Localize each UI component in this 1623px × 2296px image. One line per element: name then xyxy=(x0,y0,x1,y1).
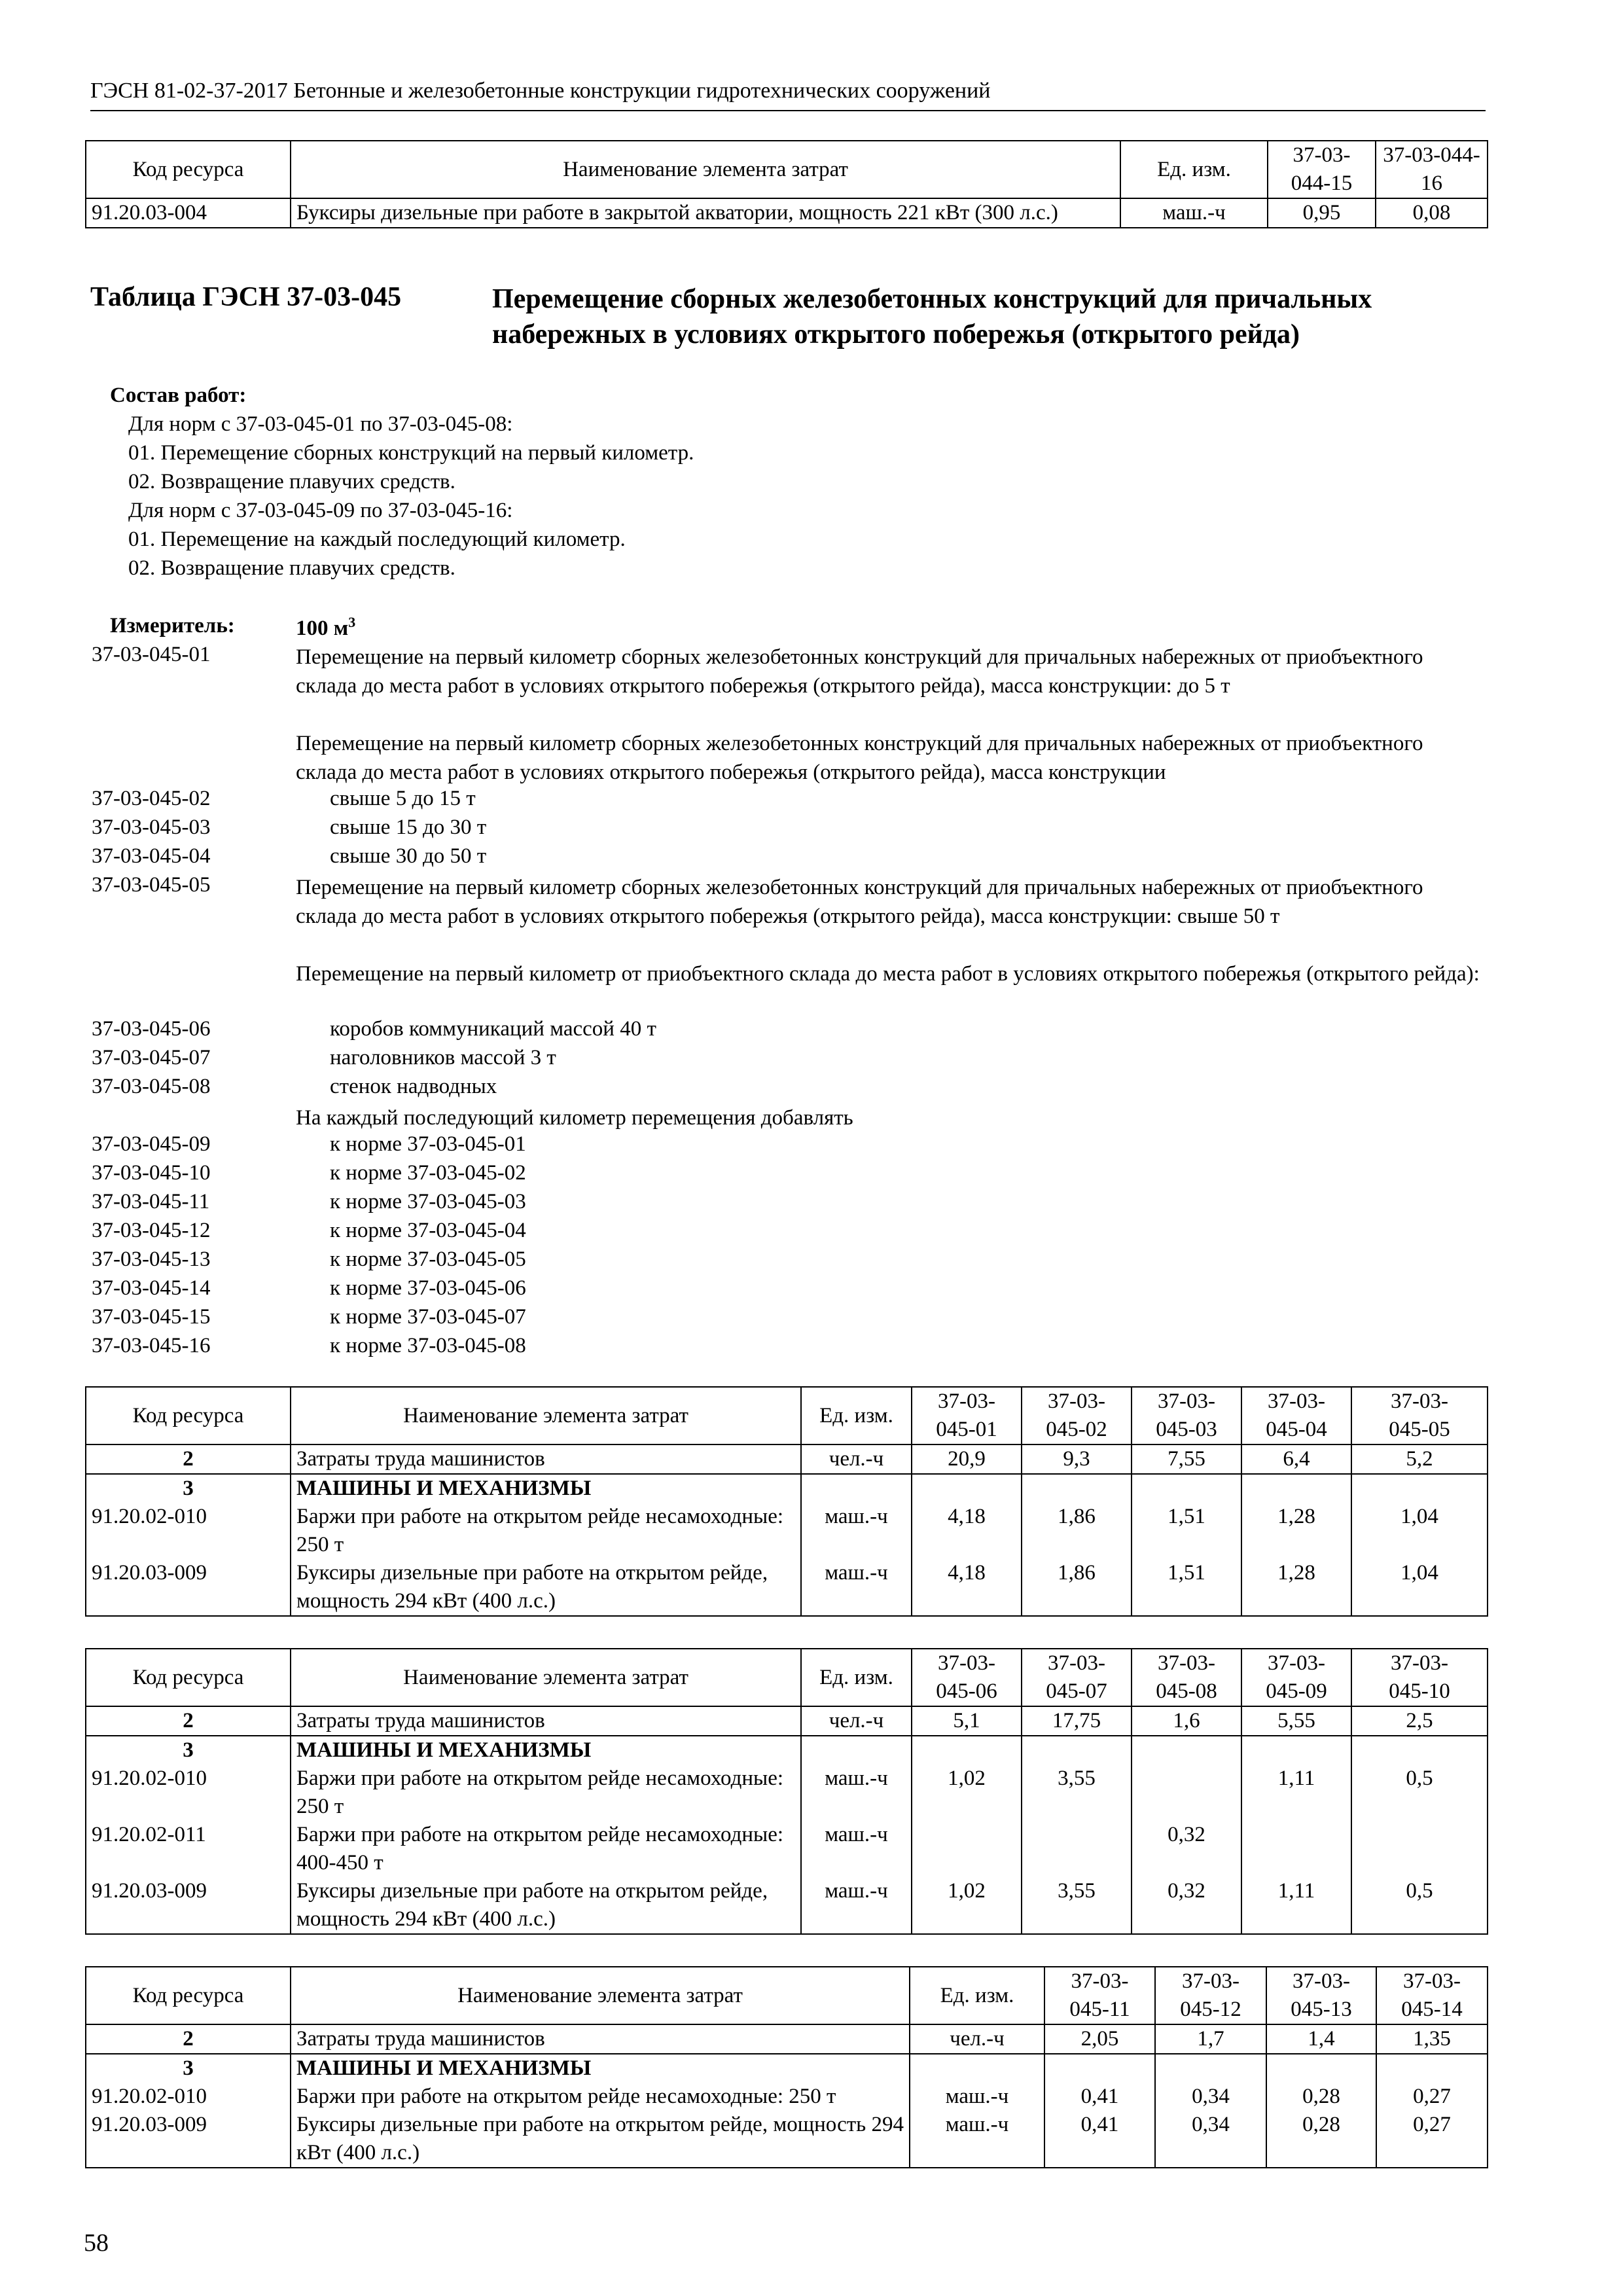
head-col-3: 37-03- 045-03 xyxy=(1132,1387,1241,1444)
value-cell: 1,35 xyxy=(1376,2024,1488,2054)
row-code: 91.20.03-009 xyxy=(86,2111,291,2168)
value-cell: 5,2 xyxy=(1351,1444,1488,1474)
composition-line: 01. Перемещение на каждый последующий километр. xyxy=(128,528,626,551)
table-row xyxy=(86,1559,1488,1616)
head-col-5: 37-03- 045-05 xyxy=(1351,1387,1488,1444)
value-cell: 1,11 xyxy=(1241,1765,1351,1821)
value-cell: 1,86 xyxy=(1022,1559,1132,1616)
norm-description: свыше 5 до 15 т xyxy=(330,787,476,810)
row-unit: маш.-ч xyxy=(801,1559,912,1616)
norm-description: наголовников массой 3 т xyxy=(330,1046,556,1069)
head-name: Наименование элемента затрат xyxy=(291,1387,801,1444)
row-name: Затраты труда машинистов xyxy=(291,1444,801,1474)
value-cell: 0,32 xyxy=(1132,1821,1241,1877)
row-name: Баржи при работе на открытом рейде несамоходные: 400-450 т xyxy=(291,1821,801,1877)
value-cell: 1,02 xyxy=(912,1877,1022,1934)
value-cell: 0,5 xyxy=(1351,1765,1488,1821)
resource-table-2 xyxy=(85,1648,1488,1935)
norm-code: 37-03-045-11 xyxy=(92,1190,210,1213)
top-table-head-name: Наименование элемента затрат xyxy=(291,141,1120,198)
row-unit: маш.-ч xyxy=(801,1821,912,1877)
value-cell xyxy=(1351,1821,1488,1877)
row-name: Затраты труда машинистов xyxy=(291,2024,910,2054)
running-header xyxy=(90,76,1486,111)
row-unit: чел.-ч xyxy=(910,2024,1044,2054)
top-table-head-col-1: 37-03-044-15 xyxy=(1268,141,1376,198)
row-name: Затраты труда машинистов xyxy=(291,1706,801,1736)
row-code: 2 xyxy=(86,2024,291,2054)
value-cell: 0,32 xyxy=(1132,1877,1241,1934)
head-code: Код ресурса xyxy=(86,1387,291,1444)
row-name: Буксиры дизельные при работе на открытом рейде, мощность 294 кВт (400 л.с.) xyxy=(291,1877,801,1934)
row-unit: маш.-ч xyxy=(801,1503,912,1559)
table-header xyxy=(86,1967,1488,2024)
table-header xyxy=(86,1387,1488,1444)
norm-description: свыше 30 до 50 т xyxy=(330,844,487,868)
norm-description: На каждый последующий километр перемещения добавлять xyxy=(296,1106,853,1130)
row-unit: чел.-ч xyxy=(801,1444,912,1474)
value-cell: 0,28 xyxy=(1266,2111,1376,2168)
table-title: Таблица ГЭСН 37-03-045 xyxy=(90,282,402,312)
head-unit: Ед. изм. xyxy=(910,1967,1044,2024)
resource-name: Буксиры дизельные при работе в закрытой акватории, мощность 221 кВт (300 л.с.) xyxy=(291,198,1120,228)
value-cell: 17,75 xyxy=(1022,1706,1132,1736)
head-code: Код ресурса xyxy=(86,1967,291,2024)
norm-description: Перемещение на первый километр сборных железобетонных конструкций для причальных набережных от приобъектного склада до места работ в условиях открытого побережья (открытого рейда), масса конструкции xyxy=(296,732,1423,784)
value-cell: 0,41 xyxy=(1044,2083,1155,2111)
norm-description: к норме 37-03-045-05 xyxy=(330,1247,526,1271)
norm-code: 37-03-045-02 xyxy=(92,787,211,810)
value-cell: 1,02 xyxy=(912,1765,1022,1821)
row-name: Баржи при работе на открытом рейде несамоходные: 250 т xyxy=(291,1765,801,1821)
composition-label: Состав работ: xyxy=(110,384,247,407)
head-col-1: 37-03- 045-01 xyxy=(912,1387,1022,1444)
row-code: 3 xyxy=(86,1736,291,1765)
row-name: Баржи при работе на открытом рейде несамоходные: 250 т xyxy=(291,2083,910,2111)
value-cell xyxy=(1132,1765,1241,1821)
value-cell: 4,18 xyxy=(912,1503,1022,1559)
value-cell: 1,4 xyxy=(1266,2024,1376,2054)
norm-code: 37-03-045-12 xyxy=(92,1219,211,1242)
top-table-head-unit: Ед. изм. xyxy=(1120,141,1268,198)
head-col-1: 37-03- 045-11 xyxy=(1044,1967,1155,2024)
value-cell: 1,51 xyxy=(1132,1503,1241,1559)
composition-line: 01. Перемещение сборных конструкций на первый километр. xyxy=(128,441,694,465)
head-unit: Ед. изм. xyxy=(801,1387,912,1444)
norm-description: к норме 37-03-045-08 xyxy=(330,1334,526,1357)
value-cell: 2,5 xyxy=(1351,1706,1488,1736)
value-cell: 0,34 xyxy=(1155,2111,1266,2168)
composition-line: 02. Возвращение плавучих средств. xyxy=(128,470,455,493)
value-cell: 0,41 xyxy=(1044,2111,1155,2168)
value-cell: 1,11 xyxy=(1241,1877,1351,1934)
value-cell: 0,27 xyxy=(1376,2111,1488,2168)
head-col-3: 37-03- 045-08 xyxy=(1132,1649,1241,1706)
norm-code: 37-03-045-03 xyxy=(92,816,211,839)
row-unit: маш.-ч xyxy=(801,1765,912,1821)
row-code: 91.20.02-010 xyxy=(86,1765,291,1821)
value-cell: 4,18 xyxy=(912,1559,1022,1616)
table-row-section xyxy=(86,1474,1488,1503)
head-col-5: 37-03- 045-10 xyxy=(1351,1649,1488,1706)
norm-code: 37-03-045-15 xyxy=(92,1305,211,1329)
top-table-head-col-2: 37-03-044-16 xyxy=(1376,141,1488,198)
meter-value xyxy=(296,614,355,641)
head-col-2: 37-03- 045-12 xyxy=(1155,1967,1266,2024)
table-row-section xyxy=(86,2054,1488,2083)
value-cell xyxy=(1241,1821,1351,1877)
row-name: МАШИНЫ И МЕХАНИЗМЫ xyxy=(291,2054,910,2083)
norm-code: 37-03-045-06 xyxy=(92,1017,211,1041)
head-name: Наименование элемента затрат xyxy=(291,1649,801,1706)
table-row-labor xyxy=(86,1706,1488,1736)
row-code: 3 xyxy=(86,1474,291,1503)
table-row xyxy=(86,1821,1488,1877)
head-col-1: 37-03- 045-06 xyxy=(912,1649,1022,1706)
resource-table-3 xyxy=(85,1966,1488,2168)
head-col-3: 37-03- 045-13 xyxy=(1266,1967,1376,2024)
meter-label: Измеритель: xyxy=(110,614,235,637)
norm-description: коробов коммуникаций массой 40 т xyxy=(330,1017,656,1041)
table-row xyxy=(86,2111,1488,2168)
norm-description: Перемещение на первый километр сборных железобетонных конструкций для причальных набережных от приобъектного склада до места работ в условиях открытого побережья (открытого рейда), масса конструкции: свыше 50 т xyxy=(296,876,1423,928)
value-cell: 0,08 xyxy=(1376,198,1488,228)
table-row-labor xyxy=(86,2024,1488,2054)
norm-code: 37-03-045-07 xyxy=(92,1046,211,1069)
row-name: Буксиры дизельные при работе на открытом рейде, мощность 294 кВт (400 л.с.) xyxy=(291,1559,801,1616)
row-code: 91.20.02-011 xyxy=(86,1821,291,1877)
value-cell: 1,04 xyxy=(1351,1559,1488,1616)
row-unit: маш.-ч xyxy=(910,2083,1044,2111)
row-code: 91.20.02-010 xyxy=(86,1503,291,1559)
table-row xyxy=(86,1765,1488,1821)
row-name: Баржи при работе на открытом рейде несамоходные: 250 т xyxy=(291,1503,801,1559)
norm-description: к норме 37-03-045-03 xyxy=(330,1190,526,1213)
composition-line: 02. Возвращение плавучих средств. xyxy=(128,556,455,580)
row-code: 2 xyxy=(86,1706,291,1736)
head-col-2: 37-03- 045-02 xyxy=(1022,1387,1132,1444)
row-name: МАШИНЫ И МЕХАНИЗМЫ xyxy=(291,1736,801,1765)
composition-line: Для норм с 37-03-045-01 по 37-03-045-08: xyxy=(128,412,513,436)
norm-description: к норме 37-03-045-07 xyxy=(330,1305,526,1329)
head-col-4: 37-03- 045-04 xyxy=(1241,1387,1351,1444)
norm-description: к норме 37-03-045-04 xyxy=(330,1219,526,1242)
resource-unit: маш.-ч xyxy=(1120,198,1268,228)
value-cell: 0,28 xyxy=(1266,2083,1376,2111)
resource-code: 91.20.03-004 xyxy=(86,198,291,228)
table-row xyxy=(86,1877,1488,1934)
head-name: Наименование элемента затрат xyxy=(291,1967,910,2024)
value-cell: 1,7 xyxy=(1155,2024,1266,2054)
value-cell: 3,55 xyxy=(1022,1877,1132,1934)
value-cell: 5,55 xyxy=(1241,1706,1351,1736)
norm-description: к норме 37-03-045-06 xyxy=(330,1276,526,1300)
norm-description: Перемещение на первый километр от приобъектного склада до места работ в условиях открытого побережья (открытого рейда): xyxy=(296,962,1480,986)
norm-code: 37-03-045-16 xyxy=(92,1334,211,1357)
value-cell xyxy=(1022,1821,1132,1877)
page-number: 58 xyxy=(84,2229,109,2257)
top-table-head-code: Код ресурса xyxy=(86,141,291,198)
norm-code: 37-03-045-05 xyxy=(92,873,211,897)
meter-sup: 3 xyxy=(348,614,356,630)
norm-code: 37-03-045-01 xyxy=(92,643,211,666)
composition-line: Для норм с 37-03-045-09 по 37-03-045-16: xyxy=(128,499,513,522)
value-cell: 1,28 xyxy=(1241,1559,1351,1616)
row-code: 91.20.03-009 xyxy=(86,1877,291,1934)
norm-description: свыше 15 до 30 т xyxy=(330,816,487,839)
row-code: 2 xyxy=(86,1444,291,1474)
value-cell: 0,34 xyxy=(1155,2083,1266,2111)
meter-value-text: 100 м xyxy=(296,617,349,640)
table-row xyxy=(86,1503,1488,1559)
norm-description: к норме 37-03-045-02 xyxy=(330,1161,526,1185)
resource-table-1 xyxy=(85,1386,1488,1617)
head-col-2: 37-03- 045-07 xyxy=(1022,1649,1132,1706)
norm-code: 37-03-045-08 xyxy=(92,1075,211,1098)
norm-code: 37-03-045-10 xyxy=(92,1161,211,1185)
head-unit: Ед. изм. xyxy=(801,1649,912,1706)
row-unit: чел.-ч xyxy=(801,1706,912,1736)
norm-code: 37-03-045-04 xyxy=(92,844,211,868)
row-unit: маш.-ч xyxy=(910,2111,1044,2168)
norm-description: Перемещение на первый километр сборных железобетонных конструкций для причальных набережных от приобъектного склада до места работ в условиях открытого побережья (открытого рейда), масса конструкции: до 5 т xyxy=(296,645,1423,698)
row-unit: маш.-ч xyxy=(801,1877,912,1934)
table-row-labor xyxy=(86,1444,1488,1474)
norm-code: 37-03-045-13 xyxy=(92,1247,211,1271)
value-cell: 1,51 xyxy=(1132,1559,1241,1616)
running-header-text: ГЭСН 81-02-37-2017 Бетонные и железобетонные конструкции гидротехнических сооружений xyxy=(90,79,991,103)
table-header xyxy=(86,1649,1488,1706)
value-cell: 2,05 xyxy=(1044,2024,1155,2054)
value-cell: 7,55 xyxy=(1132,1444,1241,1474)
norm-code: 37-03-045-14 xyxy=(92,1276,211,1300)
value-cell: 0,27 xyxy=(1376,2083,1488,2111)
top-table-header xyxy=(86,141,1488,198)
row-name: Буксиры дизельные при работе на открытом рейде, мощность 294 кВт (400 л.с.) xyxy=(291,2111,910,2168)
row-code: 3 xyxy=(86,2054,291,2083)
table-row-section xyxy=(86,1736,1488,1765)
value-cell xyxy=(912,1821,1022,1877)
value-cell: 0,5 xyxy=(1351,1877,1488,1934)
value-cell: 1,04 xyxy=(1351,1503,1488,1559)
value-cell: 1,28 xyxy=(1241,1503,1351,1559)
top-table xyxy=(85,140,1488,228)
head-col-4: 37-03- 045-09 xyxy=(1241,1649,1351,1706)
value-cell: 20,9 xyxy=(912,1444,1022,1474)
head-code: Код ресурса xyxy=(86,1649,291,1706)
value-cell: 5,1 xyxy=(912,1706,1022,1736)
value-cell: 9,3 xyxy=(1022,1444,1132,1474)
row-code: 91.20.02-010 xyxy=(86,2083,291,2111)
row-name: МАШИНЫ И МЕХАНИЗМЫ xyxy=(291,1474,801,1503)
norm-description: к норме 37-03-045-01 xyxy=(330,1132,526,1156)
table-row xyxy=(86,198,1488,228)
value-cell: 0,95 xyxy=(1268,198,1376,228)
value-cell: 6,4 xyxy=(1241,1444,1351,1474)
value-cell: 1,6 xyxy=(1132,1706,1241,1736)
norm-description: стенок надводных xyxy=(330,1075,497,1098)
value-cell: 1,86 xyxy=(1022,1503,1132,1559)
row-code: 91.20.03-009 xyxy=(86,1559,291,1616)
norm-code: 37-03-045-09 xyxy=(92,1132,211,1156)
table-row xyxy=(86,2083,1488,2111)
value-cell: 3,55 xyxy=(1022,1765,1132,1821)
table-name: Перемещение сборных железобетонных конструкций для причальных набережных в условиях открытого побережья (открытого рейда) xyxy=(492,284,1372,350)
head-col-4: 37-03- 045-14 xyxy=(1376,1967,1488,2024)
